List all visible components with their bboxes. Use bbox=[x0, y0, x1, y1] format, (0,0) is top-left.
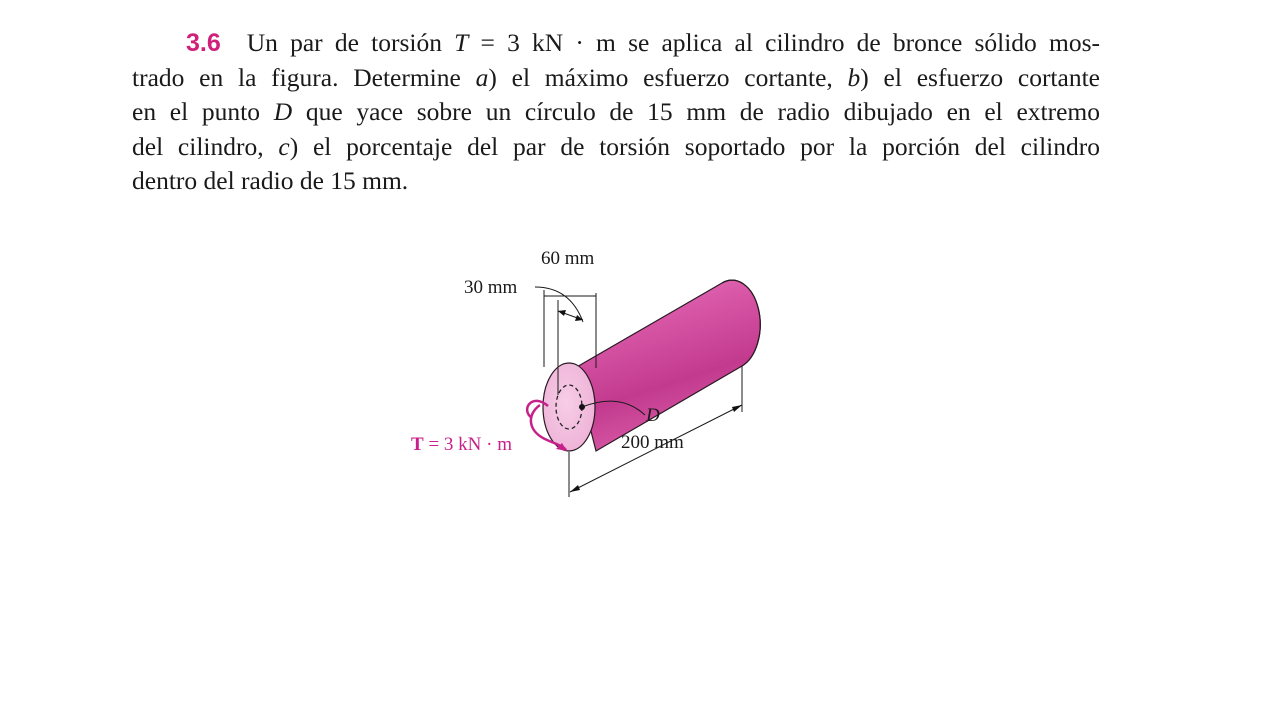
label-30mm: 30 mm bbox=[464, 277, 518, 298]
cylinder-body bbox=[575, 280, 760, 451]
text-span: Un par de torsión bbox=[246, 28, 455, 57]
label-D: D bbox=[646, 405, 660, 426]
part-b: b bbox=[847, 62, 861, 92]
text-span: ) el máximo esfuerzo cortante, bbox=[488, 62, 848, 92]
label-200mm: 200 mm bbox=[621, 432, 684, 453]
arrow-200-b bbox=[732, 405, 742, 412]
text-span: ) el porcentaje del par de torsión soportado por la porción del cilindro bbox=[289, 131, 1100, 161]
text-span: ) el esfuerzo cortante bbox=[860, 62, 1100, 92]
torque-T: T bbox=[411, 434, 424, 455]
text-span: que yace sobre un círculo de 15 mm de radio dibujado en el extremo bbox=[292, 97, 1101, 126]
text-span: dentro del radio de 15 mm. bbox=[132, 166, 409, 195]
part-c: c bbox=[278, 131, 290, 161]
arrow-200-a bbox=[570, 485, 580, 492]
var-T: T bbox=[454, 28, 469, 57]
torque-value: = 3 kN · m bbox=[423, 434, 512, 455]
cylinder-end-face bbox=[543, 363, 595, 451]
point-D-ref: D bbox=[273, 97, 293, 126]
text-span: = 3 kN · m se aplica al cilindro de bronce sólido mos- bbox=[468, 28, 1100, 57]
arrow-30-a bbox=[558, 310, 566, 316]
text-span: del cilindro, bbox=[132, 131, 279, 161]
label-60mm: 60 mm bbox=[541, 248, 595, 269]
part-a: a bbox=[475, 62, 489, 92]
text-span: en el punto bbox=[132, 97, 274, 126]
torque-label bbox=[411, 434, 512, 455]
problem-number: 3.6 bbox=[186, 29, 221, 57]
text-span: trado en la figura. Determine bbox=[132, 62, 476, 92]
